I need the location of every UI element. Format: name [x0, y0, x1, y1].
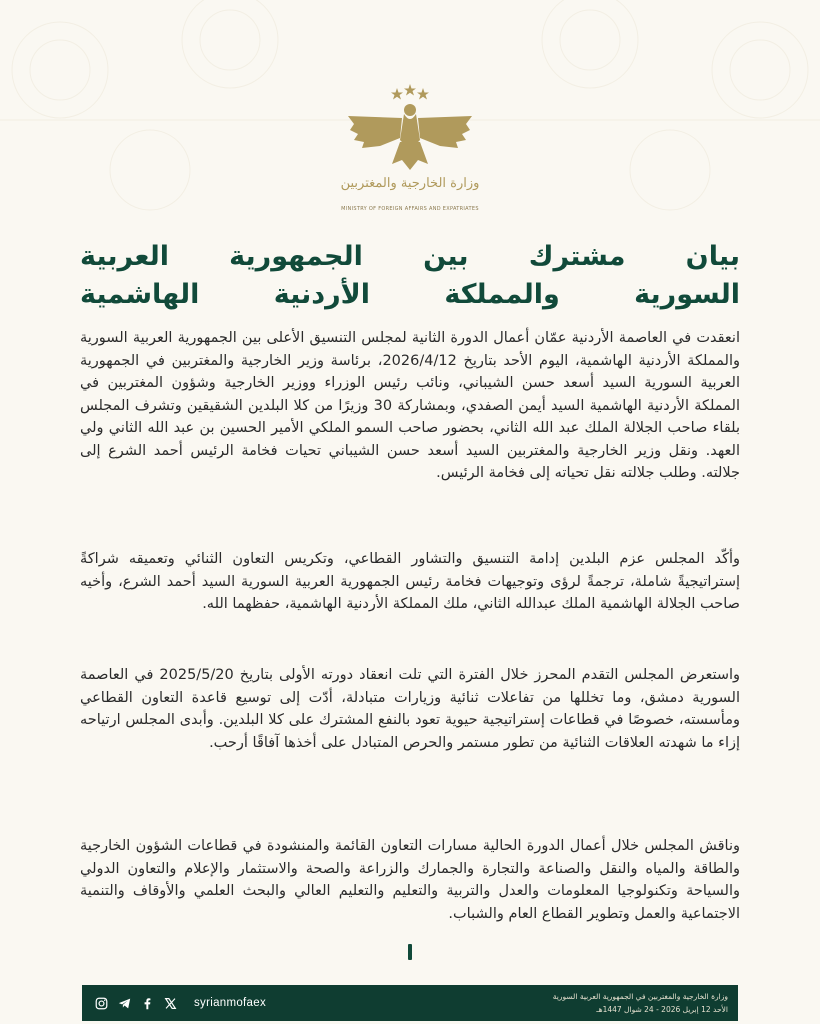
ministry-emblem [340, 80, 480, 220]
facebook-icon[interactable] [140, 996, 154, 1010]
paragraph-2: وأكّد المجلس عزم البلدين إدامة التنسيق والتشاور القطاعي، وتكريس التعاون الثنائي وتعميقه شراكةً إستراتيجيةً شاملة، ترجمةً لرؤى وتوجيهات فخامة رئيس الجمهورية العربية السورية السيد أحمد الشرع، وأخيه صاحب الجلالة الهاشمية الملك عبدالله الثاني، ملك المملكة الأردنية الهاشمية، حفظهما الله. [80, 551, 740, 612]
paragraph-4: وناقش المجلس خلال أعمال الدورة الحالية مسارات التعاون القائمة والمنشودة في قطاعات الشؤون الخارجية والطاقة والمياه والنقل والصناعة والتجارة والجمارك والزراعة والصحة والاستثمار والإعلام والتعاون الدولي والسياحة وتكنولوجيا المعلومات والعدل والتربية والتعليم والتعليم العالي والبحث العلمي والأوقاف والتنمية الاجتماعية والعمل وتطوير القطاع العام والشباب. [80, 838, 740, 922]
ministry-name-arabic: وزارة الخارجية والمغتربين [340, 176, 480, 191]
instagram-icon[interactable] [94, 996, 108, 1010]
statement-title [80, 238, 740, 314]
x-icon[interactable] [163, 996, 177, 1010]
eagle-emblem-icon [340, 80, 480, 220]
telegram-icon[interactable] [117, 996, 131, 1010]
title-line-1: بيان مشترك بين الجمهورية العربية [80, 241, 740, 272]
ministry-name-english: MINISTRY OF FOREIGN AFFAIRS AND EXPATRIATES [341, 206, 479, 212]
paragraph-3: واستعرض المجلس التقدم المحرز خلال الفترة التي تلت انعقاد دورته الأولى بتاريخ 2025/5/20 في العاصمة السورية دمشق، وما تخللها من تفاعلات ثنائية وزيارات متبادلة، أدّت إلى توسيع قاعدة التعاون القطاعي ومأسسته، خصوصًا في قطاعات إستراتيجية حيوية تعود بالنفع المشترك على كلا البلدين. وأبدى المجلس ارتياحه إزاء ما شهدته العلاقات الثنائية من تطور مستمر والحرص المتبادل على أخذها آفاقًا أرحب. [80, 667, 740, 751]
social-handle[interactable]: syrianmofaex [194, 997, 266, 1009]
paragraph-1: انعقدت في العاصمة الأردنية عمّان أعمال الدورة الثانية لمجلس التنسيق الأعلى بين الجمهورية العربية السورية والمملكة الأردنية الهاشمية، اليوم الأحد بتاريخ 2026/4/12، برئاسة وزير الخارجية والمغتربين في الجمهورية العربية السورية السيد أسعد حسن الشيباني، ونائب رئيس الوزراء ووزير الخارجية وشؤون المغتربين في المملكة الأردنية الهاشمية السيد أيمن الصفدي، وبمشاركة 30 وزيرًا من كلا البلدين الشقيقين وتشرف المجلس بلقاء صاحب الجلالة الملك عبد الله الثاني، بحضور صاحب السمو الملكي الأمير الحسين بن عبد الله الثاني ولي العهد. ونقل وزير الخارجية والمغتربين السيد أسعد حسن الشيباني تحيات فخامة الرئيس أحمد الشرع إلى جلالته. وطلب جلالته نقل تحياته إلى فخامة الرئيس. [80, 330, 740, 481]
footer-info [508, 990, 728, 1016]
social-links [94, 985, 177, 1021]
footer-ministry-line: وزارة الخارجية والمغتربين في الجمهورية العربية السورية [552, 992, 728, 1001]
footer-date-line: الأحد 12 إبريل 2026 - 24 شوال 1447هـ [596, 1005, 728, 1014]
footer-bar [82, 985, 738, 1021]
title-line-2: السورية والمملكة الأردنية الهاشمية [80, 279, 740, 310]
page-marker [408, 944, 412, 960]
